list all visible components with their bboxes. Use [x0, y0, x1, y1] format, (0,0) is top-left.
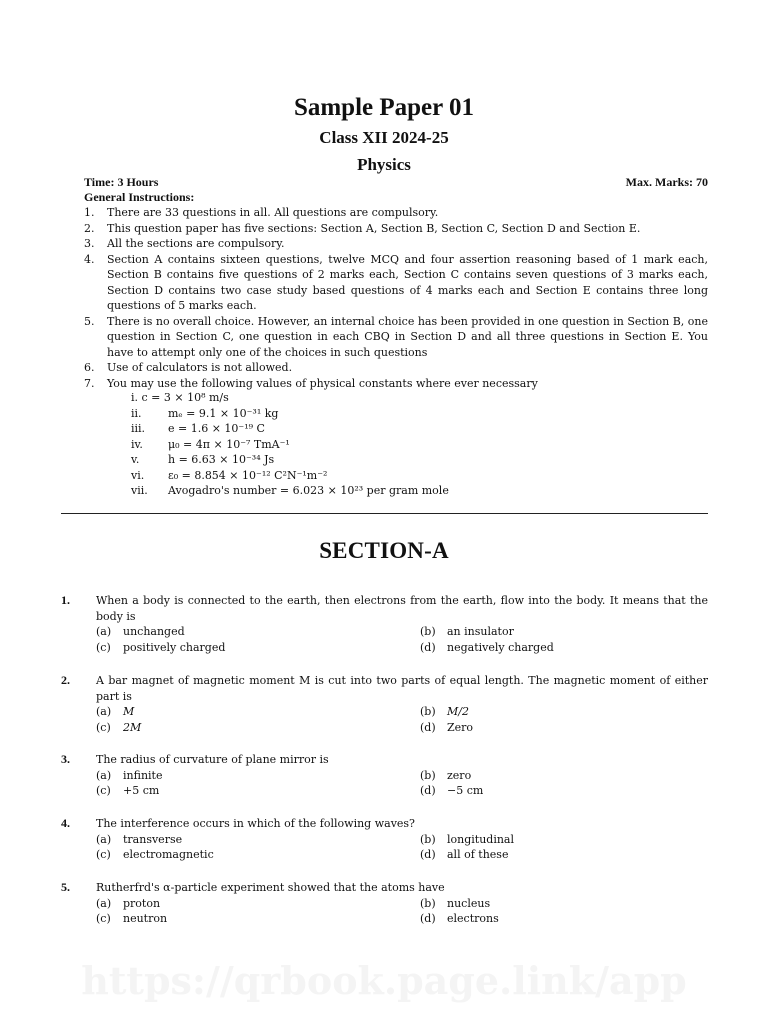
options-grid: [96, 896, 708, 927]
option-text: +5 cm: [123, 784, 160, 797]
option-c: [96, 720, 141, 736]
option-a: [96, 896, 160, 912]
option-d: [420, 783, 483, 799]
option-c: [96, 847, 214, 863]
option-b: [420, 832, 514, 848]
option-text: M/2: [447, 705, 469, 718]
instruction-number: 4.: [84, 252, 95, 266]
instruction-number: 6.: [84, 361, 95, 374]
class-line: Class XII 2024-25: [319, 128, 449, 147]
instruction-item: [84, 360, 708, 376]
instruction-item: [84, 221, 708, 237]
question-text: The radius of curvature of plane mirror is: [96, 753, 329, 766]
option-label: (d): [420, 784, 436, 797]
option-text: infinite: [123, 768, 163, 782]
instruction-item: [84, 376, 708, 392]
instruction-text: There are 33 questions in all. All questions are compulsory.: [107, 206, 439, 219]
constant-number: iii.: [131, 422, 146, 435]
question-text: When a body is connected to the earth, then electrons from the earth, flow into the body. It means that the body is: [96, 594, 708, 623]
option-d: [420, 720, 473, 736]
constant-item: [131, 452, 449, 468]
option-label: (d): [420, 848, 436, 861]
constant-text: Avogadro's number = 6.023 × 10²³ per gram mole: [168, 484, 449, 497]
constant-text: ε₀ = 8.854 × 10⁻¹² C²N⁻¹m⁻²: [168, 468, 328, 482]
instructions-list: [84, 205, 708, 391]
option-text: Zero: [447, 720, 474, 734]
option-text: −5 cm: [447, 784, 484, 797]
option-label: (d): [420, 912, 436, 925]
instruction-item: [84, 314, 708, 361]
instruction-text: All the sections are compulsory.: [107, 237, 285, 250]
option-d: [420, 911, 499, 927]
option-text: electrons: [447, 912, 499, 925]
question-number: 1.: [61, 593, 70, 607]
options-grid: [96, 704, 708, 735]
question-item: [61, 593, 708, 655]
option-text: transverse: [123, 832, 183, 846]
options-grid: [96, 624, 708, 655]
instruction-item: [84, 205, 708, 221]
option-label: (b): [420, 832, 436, 846]
question-text: A bar magnet of magnetic moment M is cut into two parts of equal length. The magnetic moment of either part is: [96, 674, 708, 703]
constant-item: [131, 437, 449, 453]
option-c: [96, 911, 167, 927]
option-text: proton: [123, 896, 161, 910]
option-b: [420, 768, 471, 784]
option-label: (c): [96, 912, 111, 925]
question-item: [61, 816, 708, 863]
question-item: [61, 752, 708, 799]
section-divider: [61, 513, 708, 514]
option-label: (a): [96, 896, 112, 910]
option-b: [420, 704, 469, 720]
option-d: [420, 640, 554, 656]
question-number: 4.: [61, 816, 70, 830]
instruction-text: Use of calculators is not allowed.: [107, 361, 293, 374]
instruction-number: 1.: [84, 206, 95, 219]
constants-list: [131, 390, 449, 499]
option-label: (b): [420, 625, 436, 638]
option-label: (b): [420, 768, 436, 782]
option-label: (b): [420, 705, 436, 718]
constant-item: [131, 468, 449, 484]
instruction-text: Section A contains sixteen questions, twelve MCQ and four assertion reasoning based of 1 mark each, Section B contains five questions of 2 marks each, Section C contains seven questions of 3 marks each, Section D contains two case study based questions of 4 marks each and Section E contains three long questions of 5 marks each.: [107, 252, 708, 312]
option-label: (a): [96, 625, 112, 638]
constant-number: iv.: [131, 437, 143, 451]
options-grid: [96, 832, 708, 863]
option-text: nucleus: [447, 896, 491, 910]
question-number: 3.: [61, 752, 70, 766]
constant-item: [131, 483, 449, 499]
instruction-number: 7.: [84, 376, 95, 390]
time-label: Time: 3 Hours: [84, 175, 159, 189]
constant-text: mₑ = 9.1 × 10⁻³¹ kg: [168, 406, 279, 420]
watermark: https://qrbook.page.link/app: [81, 958, 687, 1003]
option-text: electromagnetic: [123, 848, 214, 861]
option-label: (b): [420, 896, 436, 910]
option-text: unchanged: [123, 625, 185, 638]
option-text: zero: [447, 768, 472, 782]
option-text: an insulator: [447, 625, 514, 638]
option-c: [96, 783, 159, 799]
question-item: [61, 673, 708, 735]
paper-title: Sample Paper 01: [293, 94, 475, 121]
question-item: [61, 880, 708, 927]
instruction-text: There is no overall choice. However, an internal choice has been provided in one question in Section B, one question in Section C, one question in each CBQ in Section D and all three questions in Section E. You have to attempt only one of the choices in such questions: [107, 314, 708, 359]
constant-number: vi.: [131, 468, 145, 482]
question-number: 2.: [61, 673, 70, 687]
constant-text: μ₀ = 4π × 10⁻⁷ TmA⁻¹: [168, 437, 290, 451]
constant-text: i. c = 3 × 10⁸ m/s: [131, 391, 229, 404]
option-label: (a): [96, 768, 112, 782]
instruction-number: 3.: [84, 237, 95, 250]
question-text: The interference occurs in which of the following waves?: [96, 817, 415, 830]
option-a: [96, 624, 185, 640]
constant-item: [131, 421, 449, 437]
instruction-number: 2.: [84, 221, 95, 235]
option-label: (c): [96, 720, 111, 734]
option-text: longitudinal: [447, 832, 515, 846]
subject-title: Physics: [357, 155, 411, 174]
max-marks-label: Max. Marks: 70: [625, 175, 708, 189]
option-label: (d): [420, 720, 436, 734]
option-text: positively charged: [123, 640, 226, 654]
option-b: [420, 624, 514, 640]
constant-number: vii.: [131, 484, 148, 497]
constant-text: h = 6.63 × 10⁻³⁴ Js: [168, 453, 275, 466]
option-c: [96, 640, 225, 656]
option-a: [96, 832, 182, 848]
question-text: Rutherfrd's α-particle experiment showed that the atoms have: [96, 881, 445, 894]
option-label: (c): [96, 784, 111, 797]
general-instructions-heading: General Instructions:: [84, 190, 195, 204]
option-text: negatively charged: [447, 640, 554, 654]
question-number: 5.: [61, 880, 70, 894]
option-a: [96, 768, 162, 784]
option-label: (a): [96, 832, 112, 846]
option-label: (c): [96, 640, 111, 654]
constant-item: [131, 406, 449, 422]
option-label: (d): [420, 640, 436, 654]
option-text: M: [123, 705, 135, 718]
meta-row: [84, 175, 708, 191]
option-label: (c): [96, 848, 111, 861]
constant-number: v.: [131, 453, 140, 466]
constant-item: [131, 390, 449, 406]
instruction-item: [84, 236, 708, 252]
option-text: all of these: [447, 848, 509, 861]
option-label: (a): [96, 705, 112, 718]
option-text: neutron: [123, 912, 168, 925]
instruction-text: This question paper has five sections: Section A, Section B, Section C, Section D and Section E.: [107, 221, 641, 235]
constant-number: ii.: [131, 406, 142, 420]
options-grid: [96, 768, 708, 799]
section-title: SECTION-A: [319, 538, 449, 563]
option-d: [420, 847, 508, 863]
constant-text: e = 1.6 × 10⁻¹⁹ C: [168, 422, 265, 435]
option-a: [96, 704, 134, 720]
instruction-text: You may use the following values of physical constants where ever necessary: [107, 376, 538, 390]
option-text: 2M: [123, 720, 142, 734]
instruction-item: [84, 252, 708, 314]
option-b: [420, 896, 490, 912]
instruction-number: 5.: [84, 314, 95, 328]
